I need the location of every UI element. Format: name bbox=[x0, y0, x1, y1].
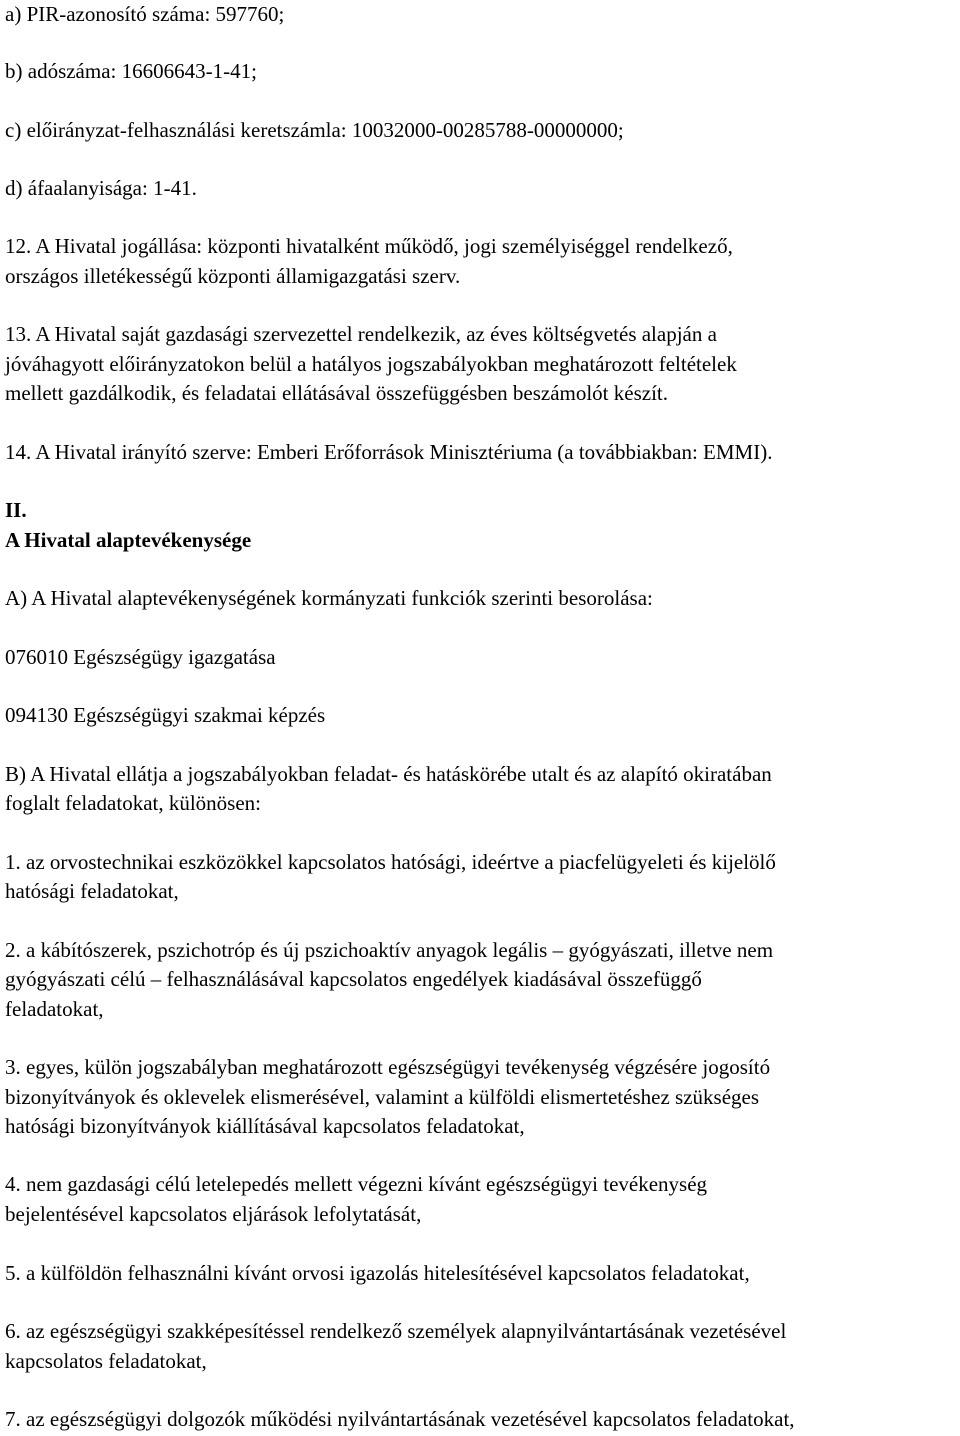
item-b: b) adószáma: 16606643-1-41; bbox=[5, 59, 257, 83]
task-line: bejelentésével kapcsolatos eljárások lefolytatását, bbox=[5, 1202, 422, 1226]
paragraph-line: országos illetékességű központi államigazgatási szerv. bbox=[5, 264, 461, 288]
task-line: 5. a külföldön felhasználni kívánt orvosi igazolás hitelesítésével kapcsolatos feladatokat, bbox=[5, 1261, 750, 1285]
paragraph-line: 13. A Hivatal saját gazdasági szervezettel rendelkezik, az éves költségvetés alapján a bbox=[5, 322, 717, 346]
task-line: 6. az egészségügyi szakképesítéssel rendelkező személyek alapnyilvántartásának vezetésével bbox=[5, 1319, 787, 1343]
paragraph-14: 14. A Hivatal irányító szerve: Emberi Erőforrások Minisztériuma (a továbbiakban: EMMI). bbox=[5, 440, 773, 464]
task-line: kapcsolatos feladatokat, bbox=[5, 1349, 207, 1373]
function-code-item: 094130 Egészségügyi szakmai képzés bbox=[5, 703, 326, 727]
paragraph-line: B) A Hivatal ellátja a jogszabályokban feladat- és hatáskörébe utalt és az alapító okiratában bbox=[5, 762, 772, 786]
task-line: hatósági bizonyítványok kiállításával kapcsolatos feladatokat, bbox=[5, 1114, 525, 1138]
task-line: 3. egyes, külön jogszabályban meghatározott egészségügyi tevékenység végzésére jogosító bbox=[5, 1055, 771, 1079]
paragraph-line: jóváhagyott előirányzatokon belül a hatályos jogszabályokban meghatározott feltételek bbox=[5, 352, 737, 376]
task-line: hatósági feladatokat, bbox=[5, 879, 179, 903]
section-number: II. bbox=[5, 498, 27, 522]
section-a-heading: A) A Hivatal alaptevékenységének kormányzati funkciók szerinti besorolása: bbox=[5, 586, 653, 610]
item-a: a) PIR-azonosító száma: 597760; bbox=[5, 2, 285, 26]
section-title: A Hivatal alaptevékenysége bbox=[5, 528, 252, 552]
task-line: 4. nem gazdasági célú letelepedés mellett végezni kívánt egészségügyi tevékenység bbox=[5, 1172, 708, 1196]
task-line: gyógyászati célú – felhasználásával kapcsolatos engedélyek kiadásával összefüggő bbox=[5, 967, 702, 991]
paragraph-line: mellett gazdálkodik, és feladatai ellátásával összefüggésben beszámolót készít. bbox=[5, 381, 668, 405]
item-d: d) áfaalanyisága: 1-41. bbox=[5, 176, 197, 200]
task-line: 1. az orvostechnikai eszközökkel kapcsolatos hatósági, ideértve a piacfelügyeleti és kijelölő bbox=[5, 850, 776, 874]
task-line: feladatokat, bbox=[5, 997, 104, 1021]
paragraph-line: foglalt feladatokat, különösen: bbox=[5, 791, 262, 815]
task-line: 2. a kábítószerek, pszichotróp és új pszichoaktív anyagok legális – gyógyászati, illetve nem bbox=[5, 938, 774, 962]
task-line: bizonyítványok és oklevelek elismerésével, valamint a külföldi elismertetéshez szükséges bbox=[5, 1085, 760, 1109]
function-code-item: 076010 Egészségügy igazgatása bbox=[5, 645, 276, 669]
item-c: c) előirányzat-felhasználási keretszámla: 10032000-00285788-00000000; bbox=[5, 118, 624, 142]
task-line: 7. az egészségügyi dolgozók működési nyilvántartásának vezetésével kapcsolatos feladatokat, bbox=[5, 1407, 795, 1431]
paragraph-line: 12. A Hivatal jogállása: központi hivatalként működő, jogi személyiséggel rendelkező, bbox=[5, 234, 733, 258]
